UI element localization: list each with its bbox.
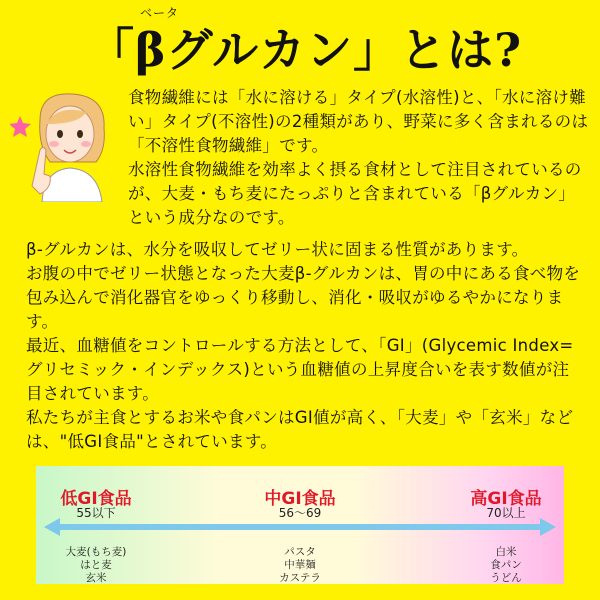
- mid-gi-range: 56〜69: [278, 506, 322, 520]
- food-item: 大麦(もち麦): [65, 546, 127, 558]
- body-paragraph: [26, 238, 586, 454]
- woman-pointing-icon: [10, 90, 122, 202]
- food-item: うどん: [490, 572, 522, 584]
- mid-gi-label: 中GI食品: [264, 489, 336, 509]
- low-gi-foods: [36, 546, 156, 585]
- food-item: パスタ: [284, 546, 316, 558]
- food-item: 食パン: [490, 559, 522, 571]
- food-item: 玄米: [85, 572, 107, 584]
- high-gi-range: 70以上: [486, 506, 526, 520]
- food-item: カステラ: [279, 572, 321, 584]
- food-item: 中華麺: [284, 559, 316, 571]
- mid-gi-foods: [230, 546, 370, 585]
- high-gi-foods: [446, 546, 566, 585]
- food-item: 白米: [495, 546, 517, 558]
- low-gi-range: 55以下: [76, 506, 116, 520]
- page-title: [0, 0, 600, 80]
- body-line: β-グルカンは、水分を吸収してゼリー状に固まる性質があります。: [26, 240, 529, 259]
- star-icon: [10, 116, 31, 137]
- title-ruby: ベータ: [140, 6, 180, 20]
- body-line: 私たちが主食とするお米や食パンはGI値が高く、「大麦」や「玄米」などは、"低GI食品"とされています。: [26, 408, 574, 451]
- gi-scale-box: [36, 466, 564, 584]
- low-gi-label: 低GI食品: [60, 489, 132, 509]
- intro-paragraph: [128, 86, 590, 230]
- body-line: 最近、血糖値をコントロールする方法として、「GI」(Glycemic Index=グリセミック・インデックス)という血糖値の上昇度合いを表す数値が注目されています。: [26, 336, 574, 403]
- intro-line: 水溶性食物繊維を効率よく摂る食材として注目されているのが、大麦・もち麦にたっぷりと含まれている「βグルカン」という成分なのです。: [128, 160, 582, 227]
- double-arrow-icon: [44, 518, 556, 536]
- body-line: お腹の中でゼリー状態となった大麦β-グルカンは、胃の中にある食べ物を包み込んで消化器官をゆっくり移動し、消化・吸収がゆるやかになります。: [26, 264, 581, 331]
- food-item: はと麦: [80, 559, 112, 571]
- high-gi-label: 高GI食品: [470, 489, 542, 509]
- intro-line: 食物繊維には「水に溶ける」タイプ(水溶性)と、「水に溶け難い」タイプ(不溶性)の2種類があり、野菜に多く含まれるのは「不溶性食物繊維」です。: [128, 88, 589, 155]
- title-main: 「βグルカン」とは?: [88, 23, 523, 77]
